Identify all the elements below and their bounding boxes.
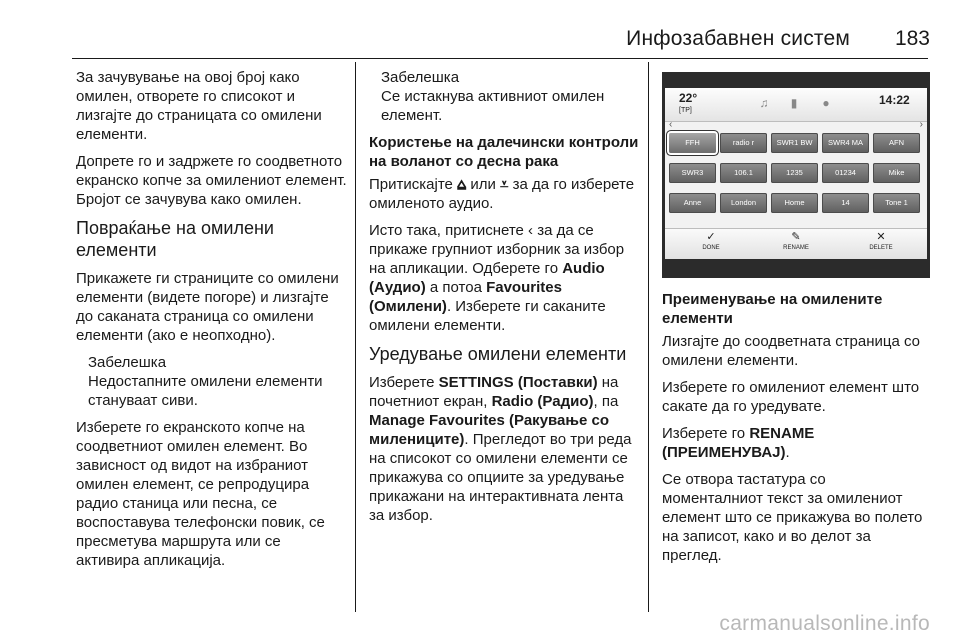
section-heading-rename: Преименување на омилените елементи [662, 291, 883, 327]
menu-term-audio: Audio (Аудио) [369, 260, 605, 296]
seek-down-icon: ⩡ [500, 176, 509, 193]
temperature: 22° [679, 91, 698, 105]
done-label: DONE [702, 245, 720, 251]
paragraph [662, 424, 930, 462]
screen-display [665, 88, 927, 258]
section-heading-retrieve: Повраќање на омилени елементи [76, 218, 274, 260]
paragraph [369, 175, 641, 213]
column-2 [369, 68, 641, 533]
column-3 [662, 290, 930, 573]
favourite-button[interactable]: Home [771, 193, 818, 213]
done-button[interactable] [681, 231, 741, 252]
menu-term-manage-favourites: Manage Favourites (Ракување со милениците) [369, 412, 610, 448]
status-bar [665, 88, 927, 122]
text: . Прегледот во три реда на списокот со омилени елементи се прикажува со опциите за уредување прикажани на интерактивната лента за избор. [369, 431, 632, 524]
favourite-button[interactable]: FFH [669, 133, 716, 153]
header-title: Инфозабавнен систем [626, 27, 850, 50]
chevron-left-icon[interactable]: ‹ [669, 119, 673, 130]
section-heading-steering: Користење на далечински контроли на воланот со десна рака [369, 134, 639, 170]
interaction-selector-bar [665, 228, 927, 259]
paragraph: Лизгајте до соодветната страница со омилени елементи. [662, 333, 921, 369]
favourite-button[interactable]: 14 [822, 193, 869, 213]
info-icon: ● [822, 96, 830, 110]
favourite-button[interactable]: Tone 1 [873, 193, 920, 213]
favourite-button[interactable]: radio r [720, 133, 767, 153]
text: Изберете [369, 374, 435, 391]
paragraph: Изберете го омилениот елемент што сакате да го уредувате. [662, 379, 920, 415]
text: Исто така, притиснете [369, 222, 524, 239]
text: , па [593, 393, 619, 410]
page-header [0, 0, 960, 56]
paragraph [369, 373, 641, 525]
note-text: Недостапните омилени елементи стануваат сиви. [88, 373, 323, 409]
text: за да го изберете омиленото аудио. [369, 176, 635, 212]
text: Притискајте [369, 176, 453, 193]
music-note-icon: ♫ [759, 96, 769, 110]
paragraph: Изберете го екранското копче на соодветниот омилен елемент. Во зависност од видот на избраниот омилен елемент, се репродуцира радио станица или песна, се воспоставува телефонски повик, се пресметува маршрута или се активира апликација. [76, 419, 325, 569]
text: . [785, 444, 790, 461]
infotainment-screen-image [662, 72, 930, 278]
favourite-button[interactable]: SWR1 BW [771, 133, 818, 153]
paragraph [369, 221, 641, 335]
paragraph: За зачувување на овој број како омилен, отворете го списокот и лизгајте до страницата со омилени елементи. [76, 69, 322, 143]
favourite-button[interactable]: London [720, 193, 767, 213]
note-text: Се истакнува активниот омилен елемент. [381, 88, 605, 124]
text: за да се прикаже групниот изборник за избор на апликации. Одберете го [369, 222, 625, 277]
menu-term-radio: Radio (Радио) [491, 393, 594, 410]
favourite-button[interactable]: 1235 [771, 163, 818, 183]
section-heading-edit: Уредување омилени елементи [369, 344, 627, 364]
header-rule [72, 58, 928, 59]
text: . Изберете ги саканите омилени елементи. [369, 298, 606, 334]
note [76, 353, 348, 410]
tp-indicator: [TP] [679, 107, 692, 114]
watermark: carmanualsonline.info [719, 612, 930, 635]
favourite-button[interactable]: SWR3 [669, 163, 716, 183]
menu-term-settings: SETTINGS (Поставки) [438, 374, 598, 391]
close-icon: ✕ [876, 231, 886, 243]
rename-button[interactable] [766, 231, 826, 252]
favourite-button[interactable]: 01234 [822, 163, 869, 183]
column-1 [76, 68, 348, 578]
delete-button[interactable] [851, 231, 911, 252]
favourite-button[interactable]: Mike [873, 163, 920, 183]
menu-term-rename: RENAME (ПРЕИМЕНУВАЈ) [662, 425, 815, 461]
check-icon: ✓ [706, 231, 716, 243]
column-divider-1 [355, 62, 356, 612]
pencil-icon: ✎ [791, 231, 801, 243]
page-number: 183 [894, 27, 930, 50]
note-title: Забелешка [381, 69, 460, 86]
note [369, 68, 641, 125]
paragraph: Се отвора тастатура со моменталниот текст за омилениот елемент што се прикажува во полето на записот, како и во делот за преглед. [662, 471, 923, 564]
favourite-button[interactable]: 106.1 [720, 163, 767, 183]
chevron-right-icon[interactable]: › [919, 119, 923, 130]
page-scroller [665, 119, 927, 132]
column-divider-2 [648, 62, 649, 612]
phone-icon: ▮ [790, 96, 798, 110]
seek-up-icon: ⩠ [457, 176, 467, 193]
favourite-button[interactable]: SWR4 MA [822, 133, 869, 153]
paragraph: Допрете го и задржете го соодветното екранско копче за омилениот елемент. Бројот се зачувува како омилен. [76, 153, 347, 208]
text: на почетниот екран, [369, 374, 619, 410]
note-title: Забелешка [88, 354, 167, 371]
paragraph: Прикажете ги страниците со омилени елементи (видете погоре) и лизгајте до саканата страница со омилени елементи (ако е неопходно). [76, 270, 339, 344]
text: а потоа [429, 279, 482, 296]
text: Изберете го [662, 425, 746, 442]
delete-label: DELETE [869, 245, 893, 251]
chevron-left-icon: ‹ [528, 222, 534, 239]
favourite-button[interactable]: AFN [873, 133, 920, 153]
favourite-button[interactable]: Anne [669, 193, 716, 213]
menu-term-favourites: Favourites (Омилени) [369, 279, 562, 315]
clock: 14:22 [879, 93, 910, 107]
rename-label: RENAME [783, 245, 809, 251]
text: или [470, 176, 496, 193]
